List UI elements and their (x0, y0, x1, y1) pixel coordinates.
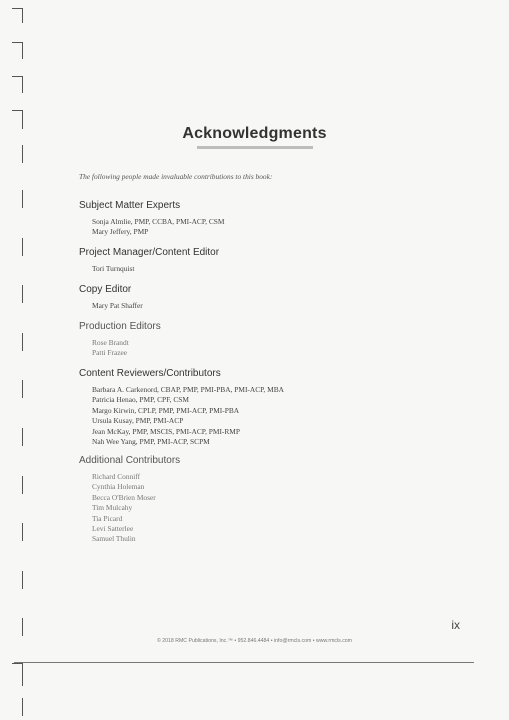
section-additional-contributors (79, 455, 180, 545)
binding-mark (12, 698, 23, 716)
section-heading: Subject Matter Experts (79, 200, 181, 211)
binding-mark (12, 476, 23, 494)
list-item: Ursula Kusay, PMP, PMI-ACP (92, 416, 184, 426)
name-list (79, 264, 219, 274)
binding-marks (0, 0, 40, 720)
section-subject-matter-experts (79, 200, 224, 238)
name-list (79, 385, 284, 447)
list-item: Tim Mulcahy (92, 503, 133, 513)
list-item: Mary Jeffery, PMP (92, 227, 149, 237)
binding-mark (12, 76, 23, 93)
binding-mark (12, 523, 23, 541)
list-item: Sonja Almlie, PMP, CCBA, PMI-ACP, CSM (92, 217, 225, 226)
binding-mark (12, 618, 23, 636)
list-item: Patricia Henao, PMP, CPF, CSM (92, 395, 189, 405)
name-list (79, 338, 161, 359)
title-underline (197, 146, 313, 149)
list-item: Margo Kirwin, CPLP, PMP, PMI-ACP, PMI-PBA (92, 405, 240, 415)
list-item: Cynthia Holeman (92, 482, 145, 492)
binding-mark (12, 145, 23, 163)
footer-copyright: © 2018 RMC Publications, Inc.™ • 952.846.4484 • info@rmcls.com • www.rmcls.com (156, 638, 352, 644)
section-heading: Production Editors (79, 321, 161, 332)
binding-mark (12, 571, 23, 589)
binding-mark (12, 8, 23, 23)
list-item: Tia Picard (92, 513, 123, 523)
name-list (79, 301, 143, 311)
section-heading: Copy Editor (79, 284, 132, 295)
name-list (79, 217, 224, 238)
section-content-reviewers (79, 368, 284, 447)
section-project-manager (79, 247, 219, 274)
bottom-divider (14, 662, 474, 663)
section-heading: Content Reviewers/Contributors (79, 368, 221, 379)
page-title: Acknowledgments (182, 125, 327, 142)
section-copy-editor (79, 284, 143, 311)
list-item: Tori Turnquist (92, 264, 135, 273)
list-item: Richard Conniff (92, 472, 141, 481)
binding-mark (12, 190, 23, 208)
binding-mark (12, 380, 23, 398)
binding-mark (12, 333, 23, 351)
list-item: Nah Wee Yang, PMP, PMI-ACP, SCPM (92, 437, 210, 447)
name-list (79, 472, 180, 545)
list-item: Patti Frazee (92, 348, 128, 358)
section-heading: Additional Contributors (79, 455, 181, 466)
list-item: Jean McKay, PMP, MSCIS, PMI-ACP, PMI-RMP (92, 426, 240, 436)
list-item: Samuel Thulin (92, 534, 136, 544)
list-item: Mary Pat Shaffer (92, 301, 143, 310)
list-item: Becca O'Brien Moser (92, 492, 156, 502)
binding-mark (12, 663, 23, 686)
list-item: Rose Brandt (92, 338, 129, 347)
section-heading: Project Manager/Content Editor (79, 247, 220, 258)
intro-text: The following people made invaluable contributions to this book: (79, 172, 273, 181)
binding-mark (12, 42, 23, 59)
page-number: ix (451, 618, 460, 632)
binding-mark (12, 238, 23, 256)
section-production-editors (79, 321, 161, 359)
binding-mark (12, 285, 23, 303)
list-item: Barbara A. Carkenord, CBAP, PMP, PMI-PBA, PMI-ACP, MBA (92, 385, 284, 394)
list-item: Levi Satterlee (92, 524, 134, 534)
binding-mark (12, 428, 23, 446)
